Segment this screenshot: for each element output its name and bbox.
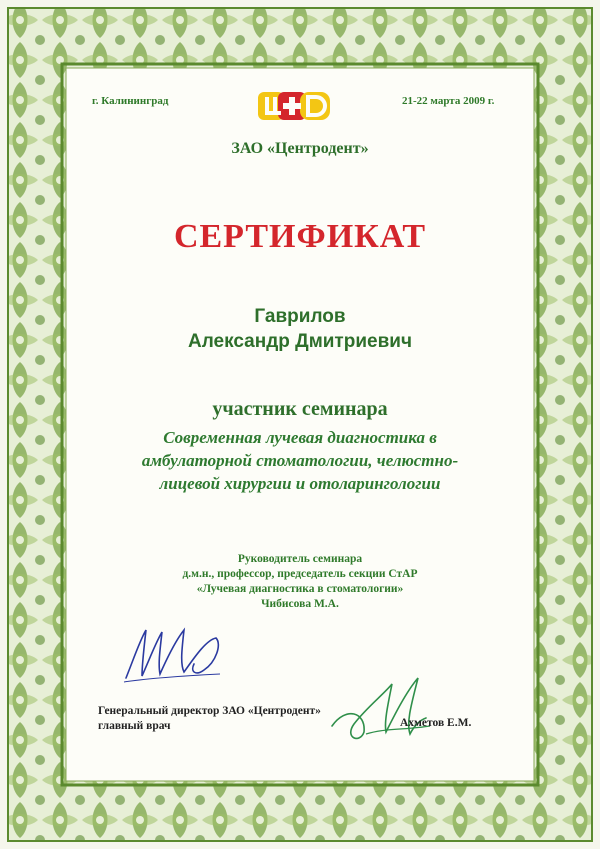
director-title (98, 704, 321, 734)
seminar-title-line: Современная лучевая диагностика в (163, 428, 437, 447)
seminar-head-block (0, 552, 600, 612)
director-signature (326, 672, 436, 752)
seminar-head-credentials: д.м.н., профессор, председатель секции СтАР (182, 568, 418, 580)
director-name: Ахметов Е.М. (400, 717, 472, 729)
participant-label: участник семинара (212, 398, 388, 420)
director-title-line: Генеральный директор ЗАО «Центродент» (98, 705, 321, 717)
seminar-title-line: амбулаторной стоматологии, челюстно- (141, 451, 459, 470)
city-label: г. Калининград (92, 95, 169, 107)
recipient-first-names: Александр Дмитриевич (188, 331, 412, 352)
seminar-title (0, 426, 600, 495)
seminar-head-section: «Лучевая диагностика в стоматологии» (196, 583, 404, 595)
seminar-title-line: лицевой хирургии и отоларингологии (159, 474, 441, 493)
company-name: ЗАО «Центродент» (231, 140, 369, 157)
recipient-last-name: Гаврилов (254, 306, 346, 327)
certificate-title: СЕРТИФИКАТ (173, 218, 427, 255)
company-logo (256, 88, 342, 126)
seminar-head-role: Руководитель семинара (237, 553, 363, 565)
seminar-head-name: Чибисова М.А. (261, 598, 339, 610)
date-label: 21-22 марта 2009 г. (402, 95, 495, 107)
director-title-line: главный врач (98, 720, 171, 732)
seminar-head-signature (120, 618, 230, 688)
